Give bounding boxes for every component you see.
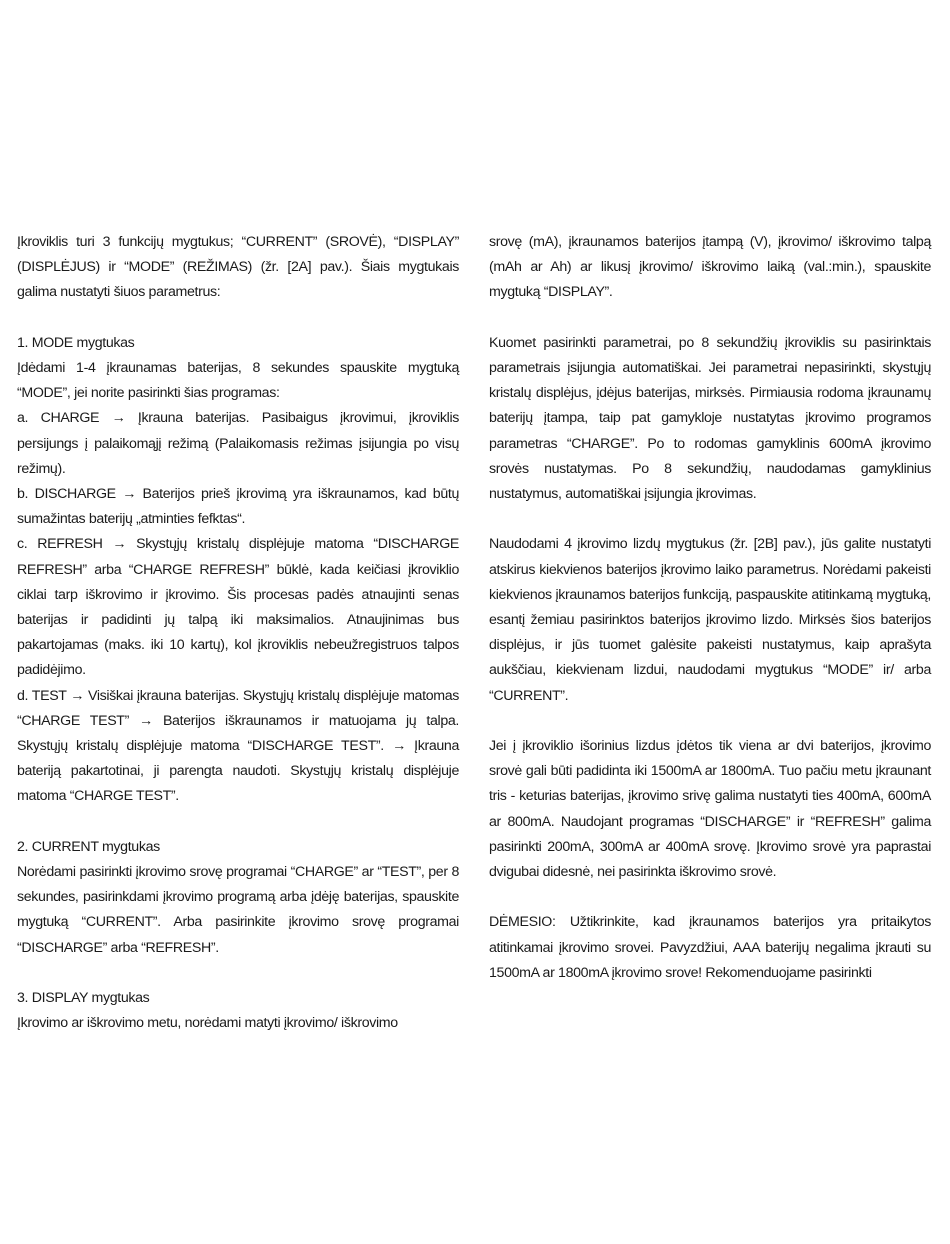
paragraph-spacer xyxy=(489,885,931,910)
slot-buttons-paragraph: Naudodami 4 įkrovimo lizdų mygtukus (žr. [2B] pav.), jūs galite nustatyti atskirus kiekvienos baterijos įkrovimo laiko parametrus. Norėdami pakeisti kiekvienos įkraunamos baterijos funkciją, paspauskite atitinkamą mygtuką, esantį žemiau pasirinktos baterijos įkrovimo lizdo. Mirksės šios baterijos displėjus, ir jūs tuomet galėsite pakeisti nustatymus, kaip aprašyta aukščiau, kiekvienam lizdui, naudodami mygtukus “MODE” ir/ arba “CURRENT”. xyxy=(489,536,931,704)
mode-refresh-item: c. REFRESH → Skystųjų kristalų displėjuje matoma “DISCHARGE REFRESH” arba “CHARGE REFRESH” būklė, kada keičiasi įkroviklio ciklai tarp iškrovimo ir įkrovimo. Šis procesas padės atnaujinti senas baterijas ir padidinti jų talpą iki maksimalios. Atnaujinimas bus pakartojamas (maks. iki 10 kartų), kol įkroviklis nebeužregistruos talpos padidėjimo. xyxy=(17,536,459,679)
current-description: Norėdami pasirinkti įkrovimo srovę programai “CHARGE” ar “TEST”, per 8 sekundes, pasirinkdami įkrovimo programą arba įdėję baterijas, spauskite mygtuką “CURRENT”. Arba pasirinkite įkrovimo srovę programai “DISCHARGE” arba “REFRESH”. xyxy=(17,864,459,956)
auto-start-paragraph: Kuomet pasirinkti parametrai, po 8 sekundžių įkroviklis su pasirinktais parametrais įsijungia automatiškai. Jei parametrai nepasirinkti, skystųjų kristalų displėjus, įdėjus baterijas, mirksės. Pirmiausia rodoma įkraunamų baterijų įtampa, taip pat gamykloje nustatytas įkrovimo programos parametras “CHARGE”. Po to rodomas gamyklinis 600mA įkrovimo srovės nustatymas. Po 8 sekundžių, naudodamas gamyklinius nustatymus, automatiškai įsijungia įkrovimas. xyxy=(489,334,931,503)
mode-description: Įdėdami 1-4 įkraunamas baterijas, 8 sekundes spauskite mygtuką “MODE”, jei norite pasirinkti šias programas: xyxy=(17,360,459,402)
mode-heading: 1. MODE mygtukas xyxy=(17,334,135,351)
paragraph-spacer xyxy=(489,306,931,331)
left-column xyxy=(17,230,459,1036)
mode-charge-item: a. CHARGE → Įkrauna baterijas. Pasibaigus įkrovimui, įkroviklis persijungs į palaikomąjį režimą (Palaikomasis režimas įsijungia po visų režimų). xyxy=(17,410,459,477)
paragraph-spacer xyxy=(489,709,931,734)
display-heading: 3. DISPLAY mygtukas xyxy=(17,990,150,1007)
display-description-start: Įkrovimo ar iškrovimo metu, norėdami matyti įkrovimo/ iškrovimo xyxy=(17,1015,398,1032)
warning-paragraph: DĖMESIO: Užtikrinkite, kad įkraunamos baterijos yra pritaikytos atitinkamai įkrovimo srovei. Pavyzdžiui, AAA baterijų negalima įkrauti su 1500mA ar 1800mA įkrovimo srove! Rekomenduojame pasirinkti xyxy=(489,914,931,981)
charge-current-paragraph: Jei į įkroviklio išorinius lizdus įdėtos tik viena ar dvi baterijos, įkrovimo srovė gali būti padidinta iki 1500mA ar 1800mA. Tuo pačiu metu įkraunant tris - keturias baterijas, įkrovimo srivę galima nustatyti ties 400mA, 600mA ar 800mA. Naudojant programas “DISCHARGE” ir “REFRESH” galima pasirinkti 200mA, 300mA ar 400mA srovę. Įkrovimo srovė yra paprastai dvigubai didesnė, nei pasirinkta iškrovimo srovė. xyxy=(489,738,931,881)
mode-discharge-item: b. DISCHARGE → Baterijos prieš įkrovimą yra iškraunamos, kad būtų sumažintas baterijų „atminties fefktas“. xyxy=(17,486,459,528)
paragraph-spacer xyxy=(489,507,931,532)
paragraph-spacer xyxy=(17,961,459,986)
paragraph-spacer xyxy=(17,810,459,835)
mode-test-item: d. TEST → Visiškai įkrauna baterijas. Skystųjų kristalų displėjuje matomas “CHARGE TEST” → Baterijos iškraunamos ir matuojama jų talpa. Skystųjų kristalų displėjuje matoma “DISCHARGE TEST”. → Įkrauna bateriją pakartotinai, ji parengta naudoti. Skystųjų kristalų displėjuje matoma “CHARGE TEST”. xyxy=(17,687,459,805)
display-description-end: srovę (mA), įkraunamos baterijos įtampą (V), įkrovimo/ iškrovimo talpą (mAh ar Ah) ar likusį įkrovimo/ iškrovimo laiką (val.:min.), spauskite mygtuką “DISPLAY”. xyxy=(489,234,931,301)
current-heading: 2. CURRENT mygtukas xyxy=(17,838,160,855)
right-column xyxy=(489,230,931,986)
paragraph-spacer xyxy=(17,306,459,331)
intro-paragraph: Įkroviklis turi 3 funkcijų mygtukus; “CURRENT” (SROVĖ), “DISPLAY” (DISPLĖJUS) ir “MODE” (REŽIMAS) (žr. [2A] pav.). Šiais mygtukais galima nustatyti šiuos parametrus: xyxy=(17,234,459,301)
